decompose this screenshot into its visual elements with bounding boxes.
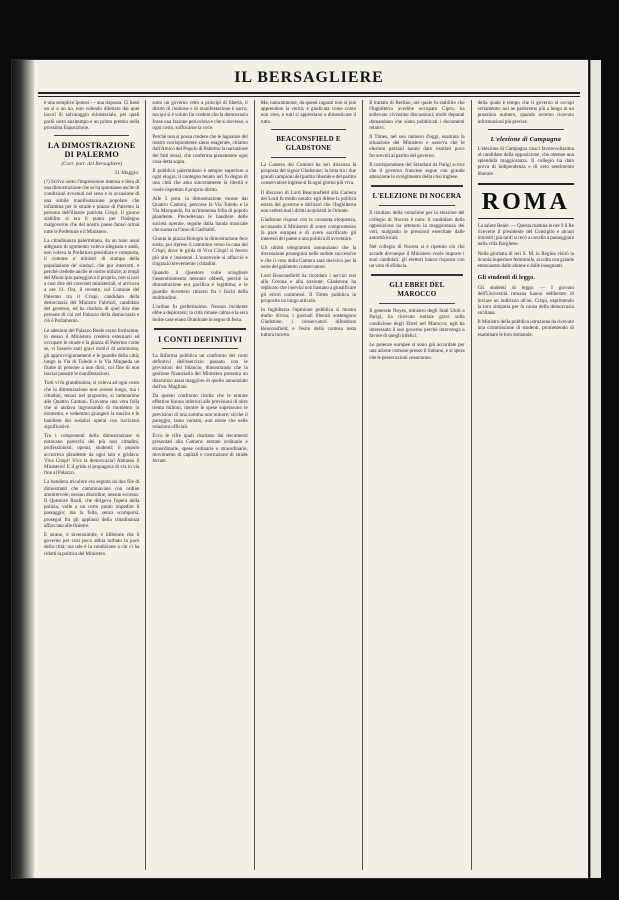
article-text: Giunta in piazza Bologni la dimostrazione fece sosta; poi riprese il cammino verso la casa del Crispi, dove le grida di Viva Crispi! si fecero più alte e insistenti. L'onorevole si affacciò e ringraziò brevemente i cittadini. bbox=[152, 236, 248, 267]
article-text: E strano, è inverosimile, è illiberale che il governo per così poco abbia turbato la pace della città; ma tale è la condizione a cui ci ha ridotti la politica del Ministero. bbox=[44, 531, 140, 557]
article-text: La bandiera tricolore era seguita da due file di dimostranti che camminavano con ordine ammirevole; nessun disordine, nessun eccesso. Il Questore Ilardi, che dirigeva l'opera della polizia, volle a un certo punto impedire il passaggio; ma la folla, senza scomporsi, proseguì fra gli applausi della cittadinanza affacciata alle finestre. bbox=[44, 479, 140, 529]
article-text: La cittadinanza palermitana, da un tono assai adeguato di sgomento voleva sdegnata e andò, non voleva la Prefettura presidiare e composta, il comune a' ministri di stampa della popolazione de' sindaci, che pur interrotti, e perché credette anche le nostre milizie; ai tempi del Municipio pareggiava il proprio, non si uscì a così dire dei conventi ministeriali, si arrivava a ore 11. Ora, il recente, sol Comune del Palermo tra il Crispi, candidato della democrazia del Ministro Fabrizzi, candidato del governo, ed ha risoluto di quel dire due persone di cui nel Palazzo della democrazia e ciò è Parlamento. bbox=[44, 237, 140, 325]
article-text: La Riforma pubblica un confronto dei conti definitivi dell'esercizio passato con le previsioni del bilancio, dimostrando che la gestione finanziaria del Ministero presenta un disavanzo assai maggiore di quello annunziato dall'on. Magliani. bbox=[152, 352, 248, 390]
roma-section-header bbox=[478, 183, 574, 219]
article-text: La salute Reale. — Questa mattina le ore 9 il Re ricevette il presidente del Consiglio e alcuni ministri; più tardi si recò a cavallo a passeggiare nella villa Borghese. bbox=[477, 222, 574, 248]
divider bbox=[271, 129, 346, 130]
article-text: (?) Scrivo sotto l'impressione intensa e lieta di una dimostrazione che se ha spontanee uscite di condizioni avvenuti nel seno e in occasione di una simile manifestazione popolare che infiamma per le strade e piazze di Palermo la persona dell'illustre patriota Crispi. Il giorno stabilito si era il punto per l'indegno malgoverno che del nostro paese fanno ormai tutte le Prefetture e il Ministero. bbox=[44, 179, 140, 235]
article-text: Tra i componenti della dimostrazione si notavano parecchi dei più noti cittadini, professionisti, operai, studenti; il popolo accorreva plaudente da ogni lato e gridava: Viva Crispi! Viva la democrazia! Abbasso il Ministero! E il grido si propagava di via in via fino al Palazzo. bbox=[44, 432, 140, 477]
article-text: Ecco le cifre quali risultano dai documenti presentati alla Camera: entrate ordinarie e straordinarie, spese ordinarie e straordinarie, movimento di capitali e costruzione di strade ferrate. bbox=[152, 433, 248, 464]
article-text: Il discorso di Lord Beaconsfield alla Camera dei Lord fu molto notato: egli difese la politica estera del governo e dichiarò che l'Inghilterra non cederà mai i diritti acquistati in Oriente. bbox=[260, 189, 357, 215]
article-text: Le potenze europee si sono già accordate per una azione comune presso il Sultano, e si spera che le persecuzioni cesseranno. bbox=[369, 342, 465, 361]
article-text: Il generale Noyes, ministro degli Stati Uniti a Parigi, ha ricevuto notizie gravi sulla condizione degli Ebrei nel Marocco; egli ha interessato il suo governo perchè intervenga a favore di quegli infelici. bbox=[369, 308, 465, 340]
article-text: Gladstone rispose con la consueta eloquenza, accusando il Ministero di avere compromesso la pace europea e di avere sacrificato gli interessi del paese a una politica di avventure. bbox=[260, 217, 357, 243]
article-text: Quando il Questore volle sciogliere l'assembramento nessuno obbedì, perchè la dimostrazione era pacifica e legittima; e le guardie dovettero ritirarsi fra i fischi della moltitudine. bbox=[152, 270, 248, 301]
column-5 bbox=[472, 100, 580, 870]
byline: (Corr. part. del Bersagliere) bbox=[61, 161, 123, 168]
article-text: Il risultato della votazione per la elezione del collegio di Nocera è noto: il candidato della opposizione ha ottenuto la maggioranza dei voti, malgrado le pressioni esercitate dalle autorità locali. bbox=[369, 210, 465, 242]
divider bbox=[54, 135, 129, 136]
article-text: Nel collegio di Nocera si è ripetuto ciò che accade dovunque il Ministero vuole imporre i suoi candidati: gli elettori hanno risposto con un voto di sfiducia. bbox=[369, 244, 465, 270]
article-text: Perchè non si possa credere che le lagnanze del nostro corrispondente sieno esagerate, citiamo dall'Amico del Popolo di Palermo la narrazione dei fatti stessi, che conferma pienamente ogni cosa detta sopra. bbox=[152, 134, 248, 165]
article-text: Il corrispondente del Standard da Parigi scrive che il governo francese segue con grande attenzione lo svolgimento della crisi inglese. bbox=[369, 161, 465, 181]
divider bbox=[271, 157, 346, 158]
binding-shadow bbox=[12, 60, 34, 878]
column-4 bbox=[363, 100, 471, 870]
article-text: Tutti vi fu grandissima; si voleva ad ogni costo che la dimostrazione non avesse luogo, ma i cittadini, tenaci nel proposito, si radunarono alle Quattro Cantoni. Eravamo una vera folla che si andava ingrossando di momento in momento, e vedemmo giungere la musica e le bandiere dei sodalizi operai con iscrizioni significative. bbox=[44, 380, 140, 430]
article-text: In Inghilterra l'opinione pubblica si mostra molto divisa; i giornali liberali sostengono Gladstone, i conservatori difendono Beaconsfield, e l'esito della contesa resta tuttora incerto. bbox=[260, 307, 357, 338]
divider bbox=[154, 328, 245, 330]
article-text: Il Times, nel suo numero d'oggi, esamina la situazione del Ministero e osserva che le elezioni parziali hanno dato risultati poco favorevoli al partito del governo. bbox=[369, 134, 465, 159]
masthead-rule bbox=[38, 96, 580, 97]
page-right-edge bbox=[590, 60, 601, 878]
newspaper-title: IL BERSAGLIERE bbox=[234, 69, 384, 86]
column-2 bbox=[146, 100, 254, 870]
headline-roma: ROMA bbox=[481, 188, 570, 215]
columns bbox=[38, 100, 580, 870]
article-text: Nella giornata di ieri S. M. la Regina visitò la Scuola Superiore femminile, accolta con grande entusiasmo dalle alunne e dalle insegnanti. bbox=[477, 250, 574, 270]
headline-studenti: Gli studenti di leggo. bbox=[477, 275, 536, 282]
headline-dimostrazione: LA DIMOSTRAZIONE DI PALERMO bbox=[47, 141, 136, 160]
article-text: Alle 5 pom. la dimostrazione mosse dai Quattro Cantoni, percorse la Via Toledo e la Via Macqueda, fra un'immensa folla di popolo plaudente. Precedevano le bandiere delle società operaie, seguite dalla banda musicale che suonava l'inno di Garibaldi. bbox=[152, 195, 248, 233]
article-text: Lord Beaconsfield ha ricordato i servizi resi alla Corona e alla nazione; Gladstone ha replicato che i servizi non bastano a giustificare gli errori commessi. Il Times pubblica in proposito un lungo articolo. bbox=[260, 273, 357, 304]
divider bbox=[371, 274, 462, 276]
headline-beaconsfield: BEACONSFIELD E GLADSTONE bbox=[276, 134, 341, 152]
article-text: La Camera dei Comuni ha ieri discussa la proposta del signor Gladstone; la lotta tra i due grandi campioni del partito liberale e del partito conservatore inglese si fa ogni giorno più viva. bbox=[260, 161, 357, 187]
divider bbox=[379, 205, 454, 206]
article-text: Il trattato di Berlino, nel quale fu stabilito che l'Inghilterra avrebbe occupato Cipro, ha sollevato vivissime discussioni; molti deputati domandano che siano pubblicati i documenti relativi. bbox=[369, 100, 465, 131]
divider bbox=[162, 348, 237, 349]
divider bbox=[488, 129, 564, 130]
article-text: Il pubblico palermitano è sempre superiore a ogni elogio; il contegno tenuto ieri fu degno di una città che ama sinceramente la libertà e vuole rispettato il proprio diritto. bbox=[152, 168, 248, 193]
masthead bbox=[38, 64, 580, 94]
headline-conti: I CONTI DEFINITIVI bbox=[158, 334, 243, 344]
article-text: Le adesioni del Palazzo Reale erano fortissime, lo stesso il Ministero credeva esternarsi ed occupare le strade e la piazza di Palermo come se, vi fossero stati gravi motivi di sommossa, gli approvvigionamenti e le guardie della città; lungo la Via di Toledo e la Via Maqueda un fiume di persone a non dirsi, col fine di non lasciar passare le manifestazioni. bbox=[44, 327, 140, 378]
headline-nocera: L'ELEZIONE DI NOCERA bbox=[372, 192, 462, 201]
column-1 bbox=[38, 100, 146, 870]
headline-ebrei: GLI EBREI DEL MAROCCO bbox=[389, 281, 445, 299]
article-text: Il Ministro della pubblica istruzione ha ricevuto una commissione di studenti, promettendo di esaminare le loro domande. bbox=[477, 319, 574, 338]
article-text: Gli studenti di leggo. — I giovani dell'Università romana hanno deliberato di inviare un indirizzo all'on. Crispi, esprimendo la loro simpatia per la causa della democrazia siciliana. bbox=[477, 285, 574, 317]
newspaper-page bbox=[12, 60, 588, 878]
article-text: Da questo confronto risulta che le entrate effettive furono inferiori alle previsioni di oltre trenta milioni, mentre le spese superarono le previsioni di una somma non minore; sicchè il pareggio, tanto vantato, non esiste che nelle relazioni ufficiali. bbox=[152, 392, 248, 430]
article-text: è una semplice ipotesi — una risposta. Ci basti un sì o un no, non volendo dilettare dai quei lavori di salvataggio ministeriale, pei quali parlò certo anzitempo e un primo premio nella prossima Esposizione. bbox=[44, 100, 140, 131]
article-text: L'ordine fu perfettissimo. Nessun incidente ebbe a deplorarsi; la città rimase calma e la sera molte case erano illuminate in segno di festa. bbox=[152, 304, 248, 323]
divider bbox=[379, 303, 454, 304]
article-text: sotto un governo retto a principi di libertà, il diritto di riunione e di manifestazione è sacro; ma qui si è voluto far credere che la democrazia fosse una fazione pericolosa e che si dovesse, a ogni costo, soffocarne la voce. bbox=[152, 100, 248, 131]
article-text: della quale è tempo che il governo si occupi seriamente; noi ne parleremo più a lungo in un prossimo numero, quando avremo ricevuto informazioni più precise. bbox=[477, 100, 574, 125]
dateline: 21 Maggio. bbox=[114, 170, 140, 177]
column-3 bbox=[255, 100, 363, 870]
article-text: Ma, naturalmente, da questi ragazzi non si può apprendere la verità; è giudicata come conto non vero, e tutti si apprestano a dimenticare il tutto. bbox=[260, 100, 357, 125]
divider bbox=[371, 185, 462, 187]
headline-campagna: L'elezione di Campagna bbox=[490, 135, 561, 143]
article-text: Gli ultimi telegrammi annunziano che la discussione proseguirà nelle sedute successive e che il voto della Camera sarà decisivo per la sorte del gabinetto conservatore. bbox=[260, 245, 357, 270]
article-text: L'elezione di Campagna riuscì favorevolissima al candidato della opposizione, che ottenne una splendida maggioranza. Il collegio ha dato prova di indipendenza e di vero sentimento liberale. bbox=[477, 145, 574, 177]
